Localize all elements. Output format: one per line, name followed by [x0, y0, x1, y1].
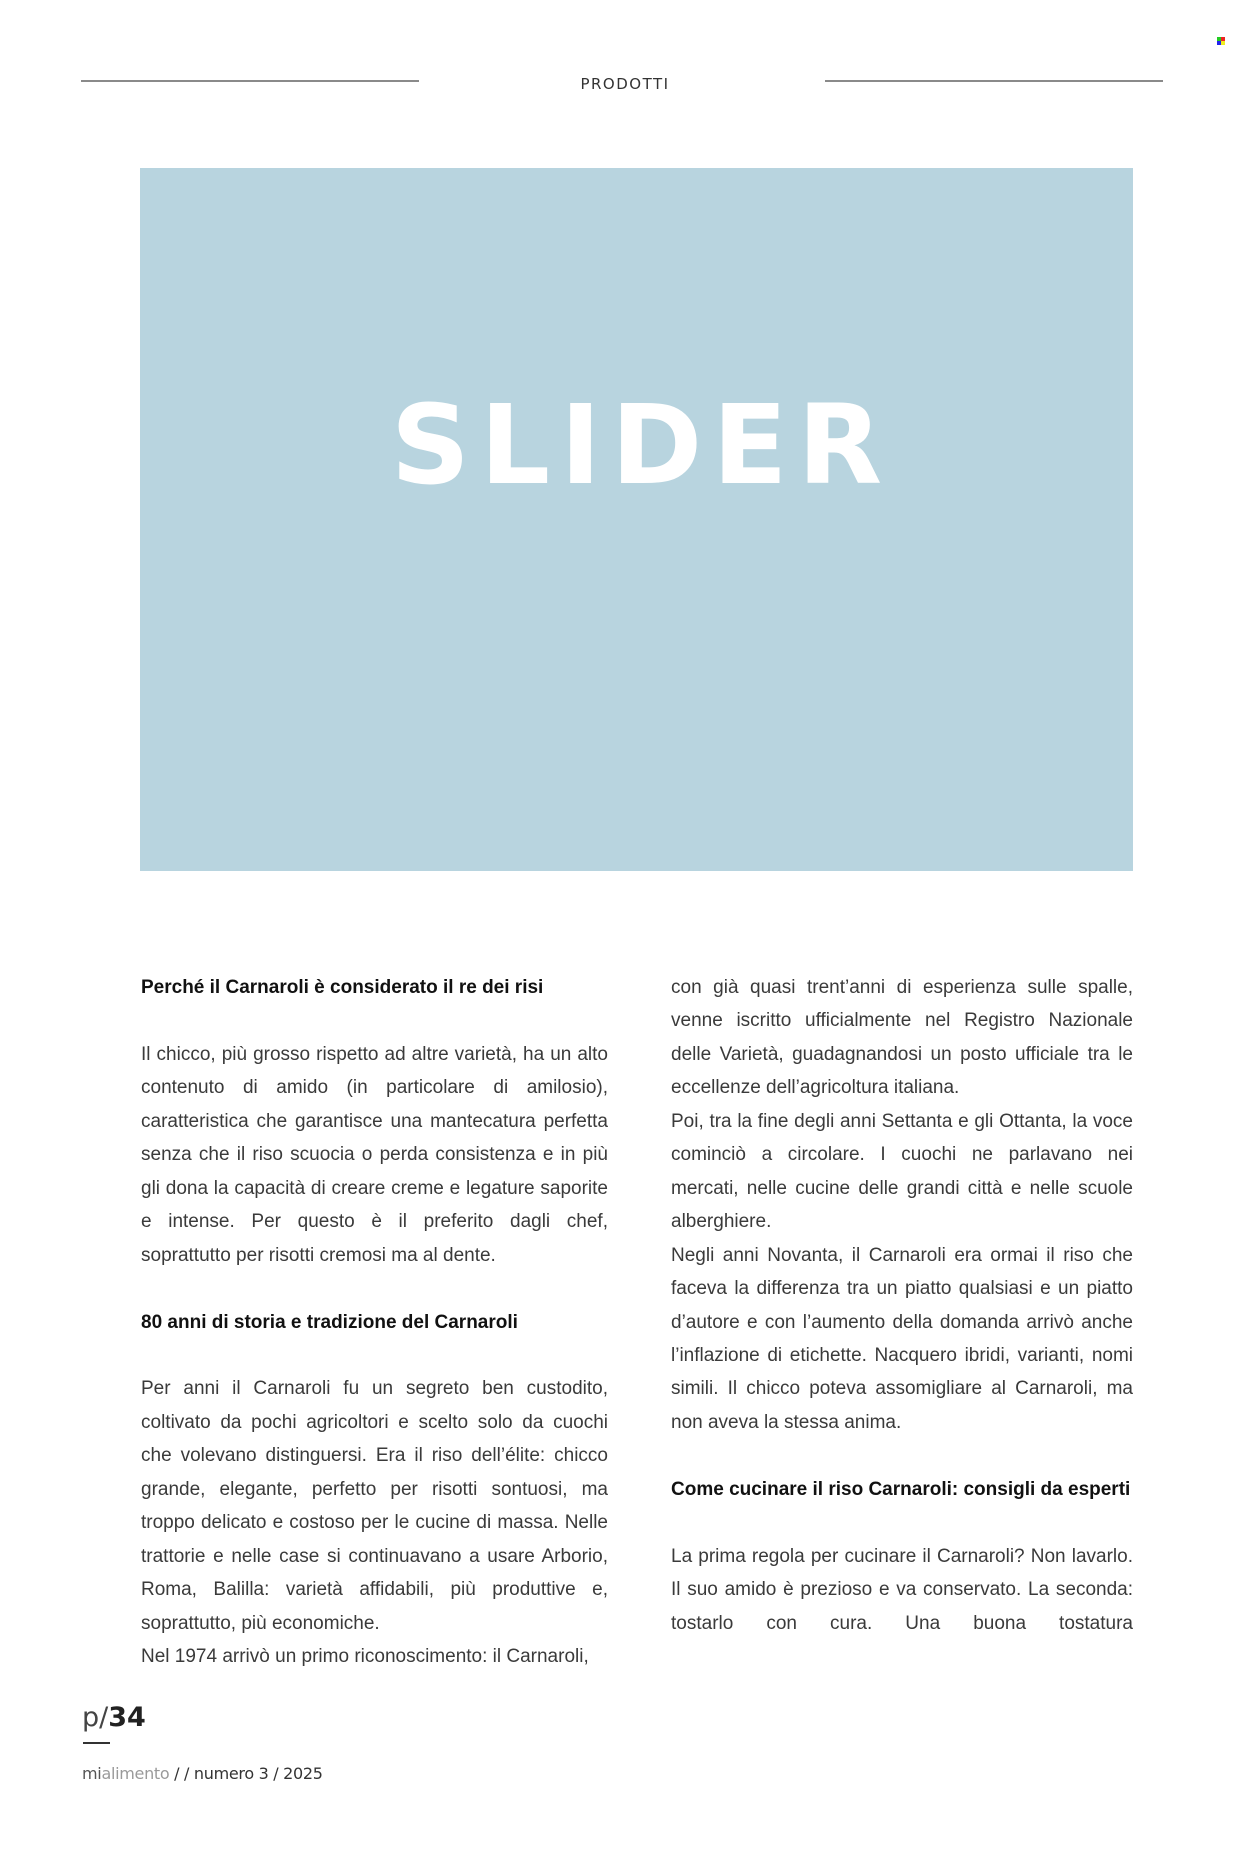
paragraph-nineties: Negli anni Novanta, il Carnaroli era ormai il riso che faceva la differenza tra un piatto qualsiasi e un piatto d’autore e con l’aumento della domanda arrivò anche l’inflazione di etichette. Nacquero ibridi, varianti, nomi simili. Il chicco poteva assomigliare al Carnaroli, ma non aveva la stessa anima. [671, 1244, 1133, 1433]
header-rule-right [825, 80, 1163, 82]
page-number [82, 1702, 146, 1733]
paragraph-seventies: Poi, tra la fine degli anni Settanta e gli Ottanta, la voce cominciò a circolare. I cuochi ne parlavano nei mercati, nelle cucine delle grandi città e nelle scuole alberghiere. [671, 1110, 1133, 1233]
footer-publication [82, 1764, 323, 1783]
brand-mi: mi [82, 1764, 102, 1783]
mark-yellow [1221, 41, 1225, 45]
article-column-left [141, 971, 608, 1673]
heading-history: 80 anni di storia e tradizione del Carnaroli [141, 1311, 518, 1333]
page-prefix: p/ [82, 1702, 109, 1733]
page-number-value: 34 [108, 1702, 146, 1733]
paragraph-1974: Nel 1974 arrivò un primo riconoscimento: il Carnaroli, [141, 1646, 589, 1668]
paragraph-rules: La prima regola per cucinare il Carnaroli? Non lavarlo. Il suo amido è prezioso e va conservato. La seconda: tostarlo con cura. Una buona tostatura [671, 1545, 1133, 1634]
page-number-underline [83, 1742, 110, 1744]
heading-why-carnaroli: Perché il Carnaroli è considerato il re dei risi [141, 977, 544, 998]
color-registration-mark-icon [1217, 37, 1225, 45]
image-slider[interactable] [140, 168, 1133, 871]
article-column-right [671, 971, 1133, 1640]
brand-alimento: alimento [101, 1764, 170, 1783]
spacer [671, 1439, 1133, 1472]
paragraph-grain: Il chicco, più grosso rispetto ad altre varietà, ha un alto contenuto di amido (in particolare di amilosio), caratteristica che garantisce una mantecatura perfetta senza che il riso scuocia o perda consistenza e in più gli dona la capacità di creare creme e legature saporite e intense. Per questo è il preferito dagli chef, soprattutto per risotti cremosi ma al dente. [141, 1043, 608, 1266]
paragraph-registry: con già quasi trent’anni di esperienza sulle spalle, venne iscritto ufficialmente nel Registro Nazionale delle Varietà, guadagnandosi un posto ufficiale tra le eccellenze dell’agricoltura italiana. [671, 977, 1133, 1099]
heading-how-to-cook: Come cucinare il riso Carnaroli: consigli da esperti [671, 1478, 1131, 1500]
spacer [141, 1272, 608, 1305]
header-rule-left [81, 80, 419, 82]
paragraph-secret: Per anni il Carnaroli fu un segreto ben custodito, coltivato da pochi agricoltori e scelto solo da cuochi che volevano distinguersi. Era il riso dell’élite: chicco grande, elegante, perfetto per risotti sontuosi, ma troppo delicato e costoso per le cucine di massa. Nelle trattorie e nelle case si continuavano a usare Arborio, Roma, Balilla: varietà affidabili, più produttive e, soprattutto, più economiche. [141, 1378, 608, 1634]
issue-info: / / numero 3 / 2025 [169, 1764, 323, 1783]
slider-placeholder-label: SLIDER [390, 380, 893, 509]
section-label: PRODOTTI [580, 75, 670, 93]
